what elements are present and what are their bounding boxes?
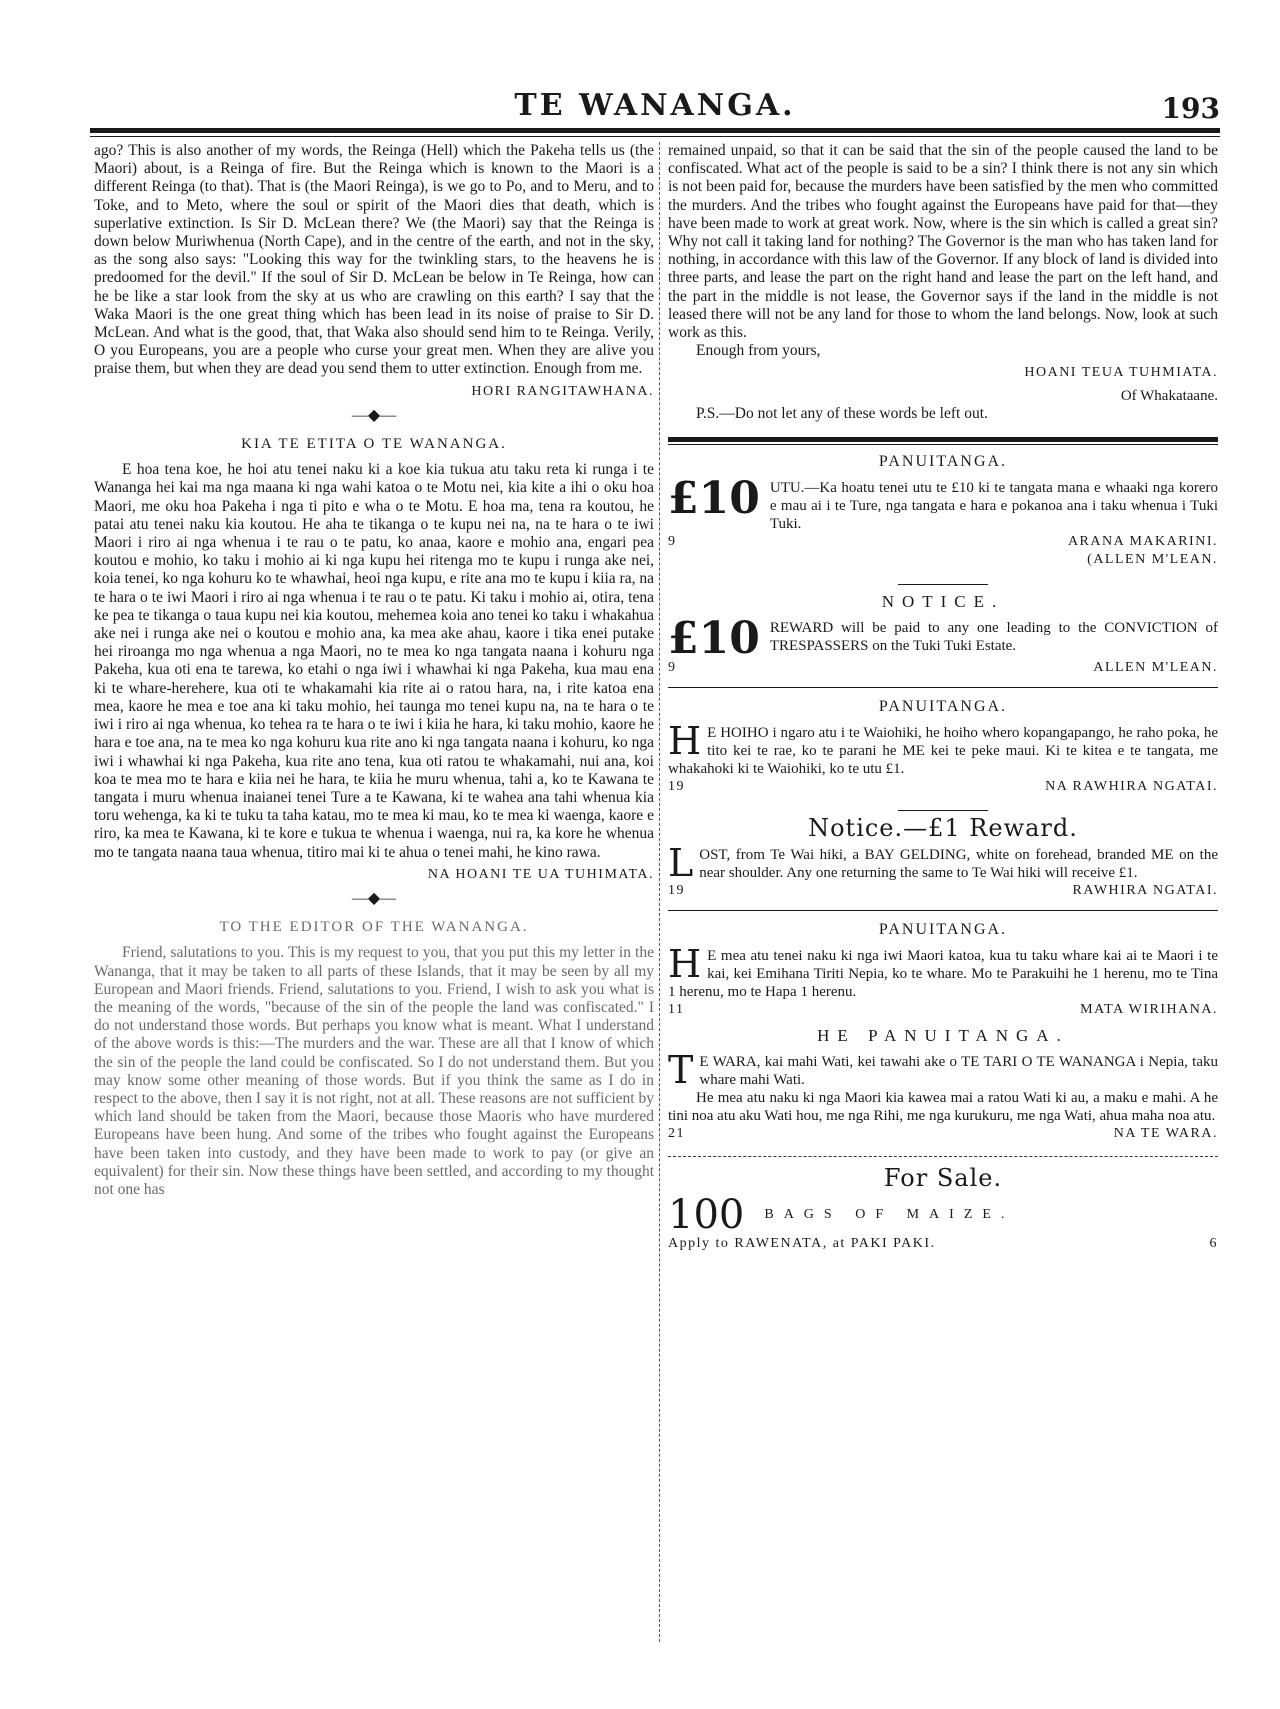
letter-continuation: ago? This is also another of my words, the Reinga (Hell) which the Pakeha tells us (the Maori) about, is a Reinga of fire. But the Reinga which is known to the Maori is a different Reinga (to that). That is (the Maori Reinga), is we go to Po, and to Meru, and to Toke, and to Meto, where the soul or spirit of the Maori dies that death, which is superlative extinction. Is Sir D. McLean there? We (the Maori) say that the Reinga is down below Muriwhenua (North Cape), and in the centre of the earth, and not in the sky, as the song also says: "Looking this way for the twinkling stars, to the heavens he is predoomed for the devil." If the soul of Sir D. McLean be below in Te Reinga, how can he be like a star look from the sky at us who are crawling on this earth? I say that the Waka Maori is the one great thing which has been lead in its noise of praise to Sir D. McLean. And what is the good, that, that Waka also should send him to te Reinga. Verily, O you Europeans, you are a people who curse your great men. When they are alive you praise them, but when they are dead you send them to utter extinction. Enough from me. [94, 142, 654, 378]
ad-separator [898, 810, 988, 811]
ad-notice-1-reward [668, 814, 1218, 899]
section-rule-thick [668, 437, 1218, 442]
english-letter: Friend, salutations to you. This is my request to you, that you put this my letter in the Wananga, that it may be taken to all parts of these Islands, that it may be seen by all my European and Maori friends. Friend, salutations to you. Friend, I wish to ask you what is the meaning of the words, "because of the sin of the people the land was confiscated." I do not understand those words. But perhaps you know what is meant. What I understand of the above words is this:—The murders and the war. These are all that I know of which the sin of the people the land could be confiscated. So I do not understand them. But you may know some other meaning of those words. But if you think the same as I do in respect to the above, then I say it is not right, not at all. These reasons are not sufficient by which land should be taken from the Maori, because those Maoris who have murdered Europeans have been hung. And some of the tribes who fought against the Europeans have been taken into custody, and they have been made to work to pay (or give an equivalent) for their sin. Now these things have been settled, and according to my thought not one has [94, 944, 654, 1198]
ad-panuitanga-10 [668, 453, 1218, 570]
ad-signature: ARANA MAKARINI. [1067, 534, 1218, 550]
ad-he-panuitanga [668, 1027, 1218, 1143]
ad-amount: £10 [668, 473, 760, 525]
ad-heading: Notice.—£1 Reward. [808, 814, 1078, 843]
postscript: P.S.—Do not let any of these words be left out. [696, 404, 988, 422]
ad-separator [668, 910, 1218, 911]
ad-number: 9 [668, 659, 677, 675]
ad-signature: NA TE WARA. [1113, 1126, 1218, 1142]
page-number: 193 [1161, 92, 1220, 125]
ad-body-continued: He mea atu naku ki nga Maori kia kawea mai a ratou Wati ki au, a maku e mahi. A he tini noa atu aku Wati hou, me nga Rihi, me nga kurukuru, me nga Wati, ahua maha noa atu. [668, 1090, 1218, 1125]
maori-letter: E hoa tena koe, he hoi atu tenei naku ki a koe kia tukua atu taku reta ki runga i te Wananga hei kai ma nga maana ki nga wahi katoa o te Motu nei, kia kite a ihi o oku hoa Maori, me oku hoa Pakeha i nga ti pito e wha o te Motu. E hoa ma, tena ra koutou, he patai atu tenei naku kia koutou. He aha te tikanga o te kupu nei na, na te hara o te iwi Maori i riro ai nga whenua i te rau o te patu, ko anaa, kaore e mohio ana, engari pea koutou e mohio, ko taku i mohio ai ki nga kupu hei ritenga mo te kupu i runga ake nei, koia tenei, ko nga kohuru ko te whawhai, heoi nga kupu, e rite ana mo te kupu i kiia ra, na te hara o te iwi Maori i riro ai nga whenua i te rau o te patu. Ki taku i mohio ai, otira, tena ke pea te tikanga o taua kupu nei kia koutou, mehemea koia ano tenei ko taku i whakahua ake nei i runga ake nei o koutou e mohio ana, ka mea ake ahau, kaore i tika enei putake hei riroanga mo nga whenua a nga Maori, no te mea ko nga tangata naana i kohuru nga Pakeha, kua oti ena te tarewa, ko etahi o nga iwi i whawhai ki nga Pakeha, kua mau ena ki te whare-herehere, kua oti te whakamahi kia rite ai o ratou hara, na, i rite katoa ena mea, kaore he mea e toe ana ki taku mohio, hei taunga mo tenei kupu na, na te hara o te iwi i riro ai nga whenua, ko tehea ra te hara o te iwi i kiia he hara, ki taku mohio, kaore he hara e toe ana, na te mea ko nga kohuru kua rite ano ki nga tangata naana i kohuru, ko nga iwi i whawhai ki nga Pakeha, kua rite ano tena, kua oti ratou te whakamahi, nui ana, koi koa te mea mo te hara e kiia nei he hara, te kiia he muru whenua, tahi a, ko te Kawana te tangata i muru whenua inaianei tenei Ture a te Kawana, ki te wahea ana tahi whenua kia toru wehenga, ka ki te tuku ta taha katau, mo te mea ki mau, ko te mea ki waenga, kaore e riro, ka mea te Kawana, ki te kore e tukua te whenua i waenga, nui ra, ka kore he whenua mo te tangata naana taua whenua, titiro mai ki te ahua o tenei mahi, he kino rawa. [94, 461, 654, 861]
ornament-divider-icon: —◆— [351, 406, 397, 424]
ad-signature: NA RAWHIRA NGATAI. [1045, 779, 1218, 795]
drop-cap: L [668, 840, 694, 885]
ad-signature-alt: (ALLEN M'LEAN. [1087, 552, 1218, 568]
ad-panuitanga-hoiho [668, 698, 1218, 796]
column-divider [659, 142, 660, 1642]
ad-heading: PANUITANGA. [878, 453, 1008, 471]
ad-body: E HOIHO i ngaro atu i te Waiohiki, he hoiho whero kopangapango, he raho poka, he tito kei te rae, ko te parani he ME kei te peke maui. Ki te kitea e te tangata, me whakahoki ki te Waiohiki, ko te utu £1. [668, 725, 1218, 778]
ad-signature: RAWHIRA NGATAI. [1072, 882, 1218, 898]
ad-number: 6 [1209, 1235, 1218, 1251]
ad-item: BAGS OF MAIZE. [764, 1206, 1015, 1222]
newspaper-title: TE WANANGA. [514, 88, 796, 123]
ad-separator [668, 1156, 1218, 1157]
ad-quantity: 100 [668, 1191, 745, 1238]
header-rule-thin [90, 136, 1220, 137]
ad-separator [668, 687, 1218, 688]
section-rule-thin [668, 444, 1218, 445]
ornament-divider-icon: —◆— [351, 889, 397, 907]
left-column [94, 142, 654, 1199]
signature-hori: HORI RANGITAWHANA. [471, 383, 654, 399]
ad-body: REWARD will be paid to any one leading to the CONVICTION of TRESPASSERS on the Tuki Tuki Estate. [769, 619, 1218, 654]
signature-hoani: NA HOANI TE UA TUHIMATA. [427, 866, 654, 882]
letter-continuation-right: remained unpaid, so that it can be said that the sin of the people caused the land to be confiscated. What act of the people is said to be a sin? I think there is not any sin which is not been paid for, because the murders have been satisfied by the men who committed the murders. And the tribes who fought against the Europeans have paid for that—they have been made to work at great work. Now, where is the sin which is called a great sin? Why not call it taking land for nothing? The Governor is the man who has taken land for nothing, in accordance with this law of the Governor. If any block of land is divided into three parts, and lease the part on the right hand and lease the part on the left hand, and the part in the middle is not lease, the Governor says if the land in the middle is not leased there will not be any land for those to whom the land belongs. Now, look at such work as this. [668, 142, 1218, 342]
header-rule-thick [90, 128, 1220, 133]
ad-separator [898, 584, 988, 585]
ad-amount: £10 [668, 612, 760, 664]
ad-body: E WARA, kai mahi Wati, kei tawahi ake o TE TARI O TE WANANGA i Nepia, taku whare mahi Wati. [699, 1054, 1218, 1089]
ad-number: 21 [668, 1126, 685, 1142]
ad-body: OST, from Te Wai hiki, a BAY GELDING, white on forehead, branded ME on the near shoulder. Any one returning the same to Te Wai hiki will receive £1. [699, 846, 1218, 881]
ad-heading: PANUITANGA. [878, 920, 1008, 938]
ad-heading: NOTICE. [881, 591, 1005, 611]
ad-heading: PANUITANGA. [878, 698, 1008, 716]
ad-body: E mea atu tenei naku ki nga iwi Maori katoa, kua tu taku whare kai ai te Maori i te kai, kei Emihana Tiriti Nepia, ko te whare. Mo te Parakuihi he 1 herenu, mo te Tina 1 herenu, mo te Hapa 1 herenu. [668, 948, 1218, 1001]
letter-closing: Enough from yours, [696, 342, 821, 360]
ad-heading: HE PANUITANGA. [817, 1026, 1069, 1046]
ad-number: 11 [668, 1002, 685, 1018]
drop-cap: T [668, 1048, 694, 1093]
ad-apply: Apply to RAWENATA, at PAKI PAKI. [668, 1235, 936, 1251]
ad-notice-10 [668, 593, 1218, 677]
ad-signature: MATA WIRIHANA. [1080, 1002, 1218, 1018]
ad-for-sale [668, 1163, 1218, 1253]
drop-cap: H [668, 942, 702, 987]
signature-place: Of Whakataane. [1120, 387, 1218, 404]
section-heading-english: TO THE EDITOR OF THE WANANGA. [219, 919, 529, 936]
ad-number: 19 [668, 779, 685, 795]
signature-name: HOANI TEUA TUHMIATA. [1024, 365, 1218, 381]
ad-number: 9 [668, 534, 677, 550]
section-heading-maori: KIA TE ETITA O TE WANANGA. [241, 436, 507, 453]
ad-signature: ALLEN M'LEAN. [1093, 659, 1218, 675]
ad-body: UTU.—Ka hoatu tenei utu te £10 ki te tangata mana e whaaki nga korero e mau ai i te Ture, nga tangata e hara e pokanoa ana i taku whenua i Tuki Tuki. [769, 480, 1218, 533]
right-column [668, 142, 1218, 1253]
ad-number: 19 [668, 882, 685, 898]
ad-heading: For Sale. [883, 1163, 1003, 1192]
ad-panuitanga-whare [668, 921, 1218, 1019]
masthead [90, 88, 1220, 130]
drop-cap: H [668, 719, 702, 764]
